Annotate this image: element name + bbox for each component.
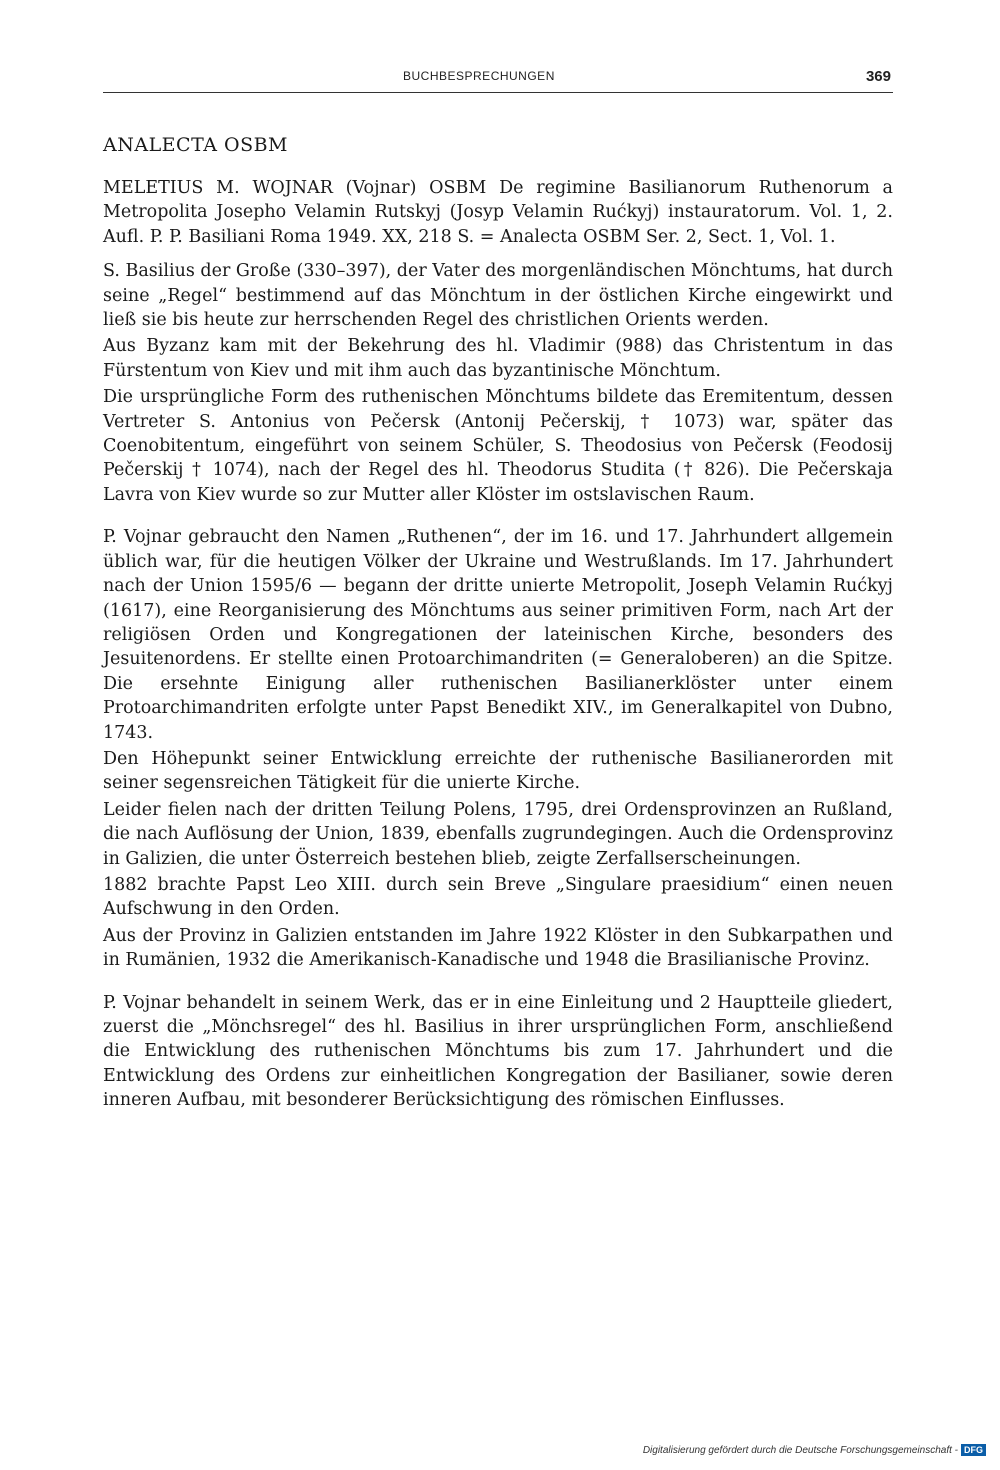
section-title: ANALECTA OSBM: [103, 134, 288, 156]
footer-text: Digitalisierung gefördert durch die Deutsche Forschungsgemeinschaft -: [642, 1444, 958, 1456]
bibliographic-entry: MELETIUS M. WOJNAR (Vojnar) OSBM De regimine Basilianorum Ruthenorum a Metropolita Josepho Velamin Rutskyj (Josyp Velamin Rućkyj) instauratorum. Vol. 1, 2. Aufl. P. P. Basiliani Roma 1949. XX, 218 S. = Analecta OSBM Ser. 2, Sect. 1, Vol. 1.: [103, 178, 893, 247]
page-number: 369: [865, 68, 891, 85]
paragraph: S. Basilius der Große (330–397), der Vater des morgenländischen Mönchtums, hat durch seine „Regel“ bestimmend auf das Mönchtum in der östlichen Kirche eingewirkt und ließ sie bis heute zur herrschenden Regel des christlichen Orients werden.: [103, 261, 893, 331]
paragraph: P. Vojnar gebraucht den Namen „Ruthenen“, der im 16. und 17. Jahrhundert allgemein üblich war, für die heutigen Völker der Ukraine und Westrußlands. Im 17. Jahrhundert nach der Union 1595/6 — begann der dritte unierte Metropolit, Joseph Velamin Rućkyj (1617), eine Reorganisierung des Mönchtums aus seiner primitiven Form, nach Art der religiösen Orden und Kongregationen der lateinischen Kirche, besonders des Jesuitenordens. Er stellte einen Protoarchimandriten (= Generaloberen) an die Spitze. Die ersehnte Einigung aller ruthenischen Basilianerklöster unter einem Protoarchimandriten erfolgte unter Papst Benedikt XIV., im Generalkapitel von Dubno, 1743.: [103, 527, 893, 743]
page-header: [103, 66, 893, 93]
paragraph: Aus Byzanz kam mit der Bekehrung des hl. Vladimir (988) das Christentum in das Fürstentum von Kiev und mit ihm auch das byzantinische Mönchtum.: [103, 336, 893, 381]
running-head: BUCHBESPRECHUNGEN: [403, 69, 555, 83]
paragraph: Die ursprüngliche Form des ruthenischen Mönchtums bildete das Eremitentum, dessen Vertreter S. Antonius von Pečersk (Antonij Pečerskij, † 1073) war, später das Coenobitentum, eingeführt von seinem Schüler, S. Theodosius von Pečersk (Feodosij Pečerskij † 1074), nach der Regel des hl. Theodorus Studita († 826). Die Pečerskaja Lavra von Kiev wurde so zur Mutter aller Klöster im ostslavischen Raum.: [103, 387, 893, 505]
dfg-logo: DFG: [961, 1444, 986, 1456]
paragraph: Leider fielen nach der dritten Teilung Polens, 1795, drei Ordensprovinzen an Rußland, die nach Auflösung der Union, 1839, ebenfalls zugrundegingen. Auch die Ordensprovinz in Galizien, die unter Österreich bestehen blieb, zeigte Zerfallserscheinungen.: [103, 799, 893, 869]
paragraph: Aus der Provinz in Galizien entstanden im Jahre 1922 Klöster in den Subkarpathen und in Rumänien, 1932 die Amerikanisch-Kanadische und 1948 die Brasilianische Provinz.: [103, 925, 893, 971]
paragraph: 1882 brachte Papst Leo XIII. durch sein Breve „Singulare praesidium“ einen neuen Aufschwung in den Orden.: [103, 874, 893, 920]
digitization-footer: [643, 1444, 986, 1456]
article-body: [103, 176, 893, 1113]
paragraph: Den Höhepunkt seiner Entwicklung erreichte der ruthenische Basilianerorden mit seiner segensreichen Tätigkeit für die unierte Kirche.: [103, 748, 893, 794]
paragraph: P. Vojnar behandelt in seinem Werk, das er in eine Einleitung und 2 Hauptteile gliedert, zuerst die „Mönchsregel“ des hl. Basilius in ihrer ursprünglichen Form, anschließend die Entwicklung des ruthenischen Mönchtums bis zum 17. Jahrhundert und die Entwicklung des Ordens zur einheitlichen Kongregation der Basilianer, sowie deren inneren Aufbau, mit besonderer Berücksichtigung des römischen Einflusses.: [103, 992, 893, 1111]
